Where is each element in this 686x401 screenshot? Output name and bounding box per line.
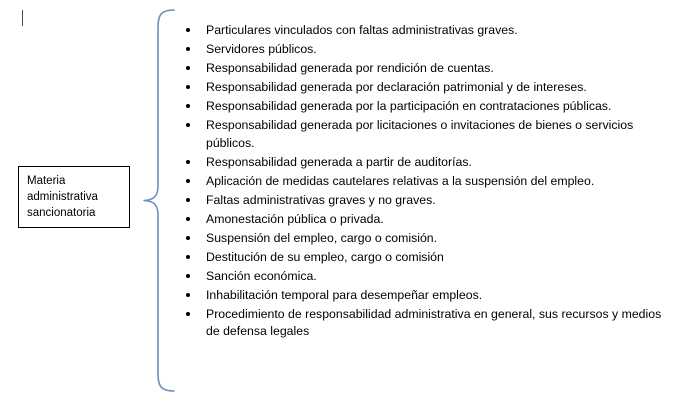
list-item [182,230,662,248]
text-cursor-mark [22,10,23,26]
list-item [182,306,662,341]
bullet-icon [186,104,190,108]
list-item-text: Responsabilidad generada por la participación en contrataciones públicas. [206,99,612,113]
bullet-icon [186,160,190,164]
bullet-icon [186,85,190,89]
list-item-text: Responsabilidad generada por declaración patrimonial y de intereses. [206,80,587,94]
bullet-icon [186,66,190,70]
list-item [182,268,662,286]
list-item [182,79,662,97]
list-item [182,249,662,267]
list-item [182,173,662,191]
list-item [182,211,662,229]
list-item-text: Responsabilidad generada por rendición de cuentas. [206,61,494,75]
bullet-icon [186,198,190,202]
list-item-text: Faltas administrativas graves y no graves. [206,192,436,207]
list-item [182,22,662,40]
list-item-text: Sanción económica. [206,268,317,283]
list-item [182,287,662,305]
list-item [182,117,662,152]
category-label-line-3: sancionatoria [27,207,96,219]
list-item [182,154,662,172]
bullet-icon [186,123,190,127]
list-item [182,60,662,78]
list-item-text: Amonestación pública o privada. [206,211,384,226]
topic-list [182,22,662,342]
list-item [182,192,662,210]
list-item-text: Destitución de su empleo, cargo o comisión [206,249,444,264]
list-item [182,41,662,59]
bullet-icon [186,293,190,297]
list-item-text: Particulares vinculados con faltas administrativas graves. [206,23,518,37]
list-item-text: Responsabilidad generada a partir de auditorías. [206,154,472,169]
list-item-text: Responsabilidad generada por licitaciones o invitaciones de bienes o servicios públicos. [206,118,634,150]
bullet-icon [186,47,190,51]
curly-brace-icon [134,8,176,393]
list-item-text: Suspensión del empleo, cargo o comisión. [206,230,438,245]
bullet-icon [186,217,190,221]
category-label-line-1: Materia [27,175,66,187]
bullet-icon [186,274,190,278]
category-label-box [18,166,130,228]
bullet-icon [186,28,190,32]
bullet-icon [186,236,190,240]
list-item [182,98,662,116]
bullet-icon [186,255,190,259]
list-item-text: Procedimiento de responsabilidad administrativa en general, sus recursos y medios de defensa legales [206,306,662,338]
bullet-icon [186,179,190,183]
list-item-text: Inhabilitación temporal para desempeñar empleos. [206,287,483,302]
list-item-text: Servidores públicos. [206,42,317,56]
list-item-text: Aplicación de medidas cautelares relativas a la suspensión del empleo. [206,173,595,188]
bullet-icon [186,312,190,316]
category-label-line-2: administrativa [27,191,98,203]
